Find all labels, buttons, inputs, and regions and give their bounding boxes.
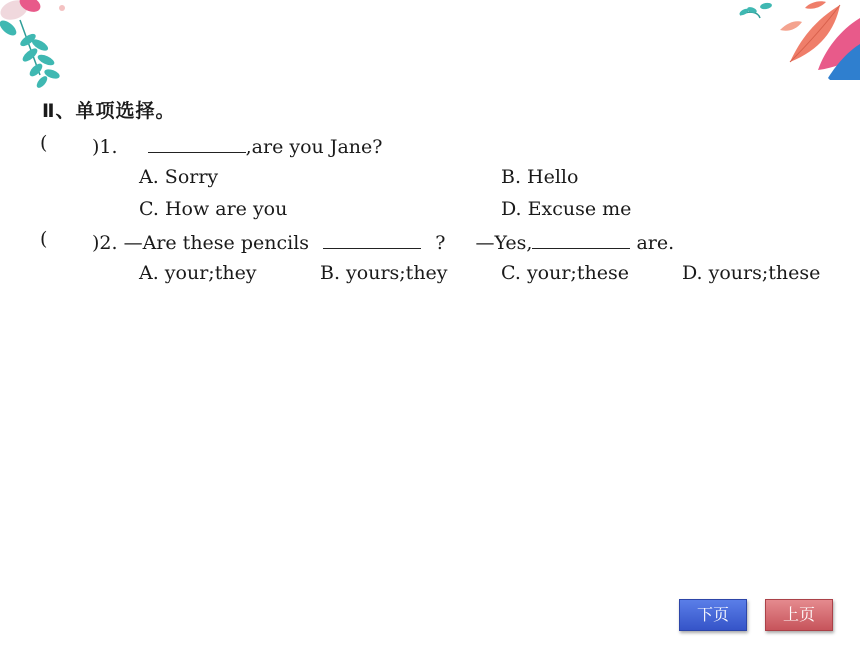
q1-option-a: A. Sorry (139, 166, 219, 188)
q2-option-c: C. your;these (501, 262, 629, 284)
q1-option-b: B. Hello (501, 166, 579, 188)
q2-number: )2. (92, 232, 118, 254)
next-page-button[interactable]: 下页 (679, 599, 747, 631)
q1-option-c: C. How are you (139, 198, 288, 220)
previous-page-button[interactable]: 上页 (765, 599, 833, 631)
q2-reply-text: —Yes, (475, 232, 533, 254)
leaf-decoration-top-left (0, 0, 90, 95)
q2-option-a: A. your;they (139, 262, 257, 284)
q2-answer-paren: ( (40, 228, 48, 250)
q1-stem (92, 132, 382, 160)
q1-answer-paren: ( (40, 132, 48, 154)
q2-stem-text: —Are these pencils (123, 232, 310, 254)
q2-question-mark: ? (435, 232, 446, 254)
q1-blank (148, 132, 246, 153)
q1-number: )1. (92, 136, 118, 158)
q2-option-b: B. yours;they (320, 262, 448, 284)
q1-option-d: D. Excuse me (501, 198, 632, 220)
q2-reply-end: are. (636, 232, 675, 254)
section-title: Ⅱ、单项选择。 (42, 100, 176, 122)
q2-stem (92, 228, 674, 256)
q2-blank-2 (532, 228, 630, 249)
q2-blank-1 (323, 228, 421, 249)
q1-stem-text: ,are you Jane? (245, 136, 383, 158)
q2-option-d: D. yours;these (682, 262, 821, 284)
leaf-decoration-top-right (730, 0, 860, 80)
